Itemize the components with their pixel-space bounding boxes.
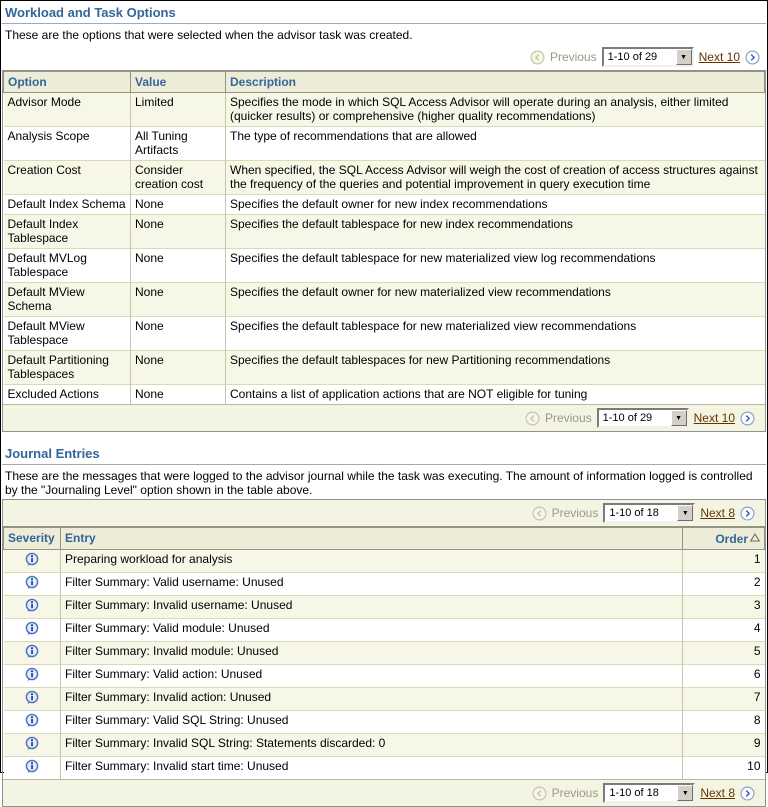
- table-row: [4, 665, 765, 688]
- column-header-order[interactable]: [683, 528, 765, 550]
- value-cell: None: [131, 385, 226, 405]
- section-description: These are the options that were selected when the advisor task was created.: [5, 28, 413, 42]
- table-row: [4, 93, 765, 127]
- pagination-bottom-journal: [7, 780, 761, 806]
- option-cell: Default MView Tablespace: [4, 317, 131, 351]
- column-header-option: Option: [4, 72, 131, 93]
- entry-cell: Filter Summary: Invalid SQL String: Statements discarded: 0: [61, 734, 683, 757]
- section-description: These are the messages that were logged to the advisor journal while the task was executing. The amount of information logged is controlled by the "Journaling Level" option shown in the table above.: [5, 469, 753, 497]
- value-cell: Limited: [131, 93, 226, 127]
- info-icon: [25, 552, 39, 567]
- order-cell: 2: [683, 573, 765, 596]
- severity-cell: [4, 642, 61, 665]
- info-icon: [25, 621, 39, 636]
- dropdown-arrow-icon: ▼: [677, 785, 693, 801]
- next-link[interactable]: Next 10: [698, 50, 740, 64]
- description-cell: Specifies the default tablespace for new index recommendations: [226, 215, 765, 249]
- record-range-select[interactable]: [603, 783, 695, 803]
- order-cell: 8: [683, 711, 765, 734]
- column-header-value: Value: [131, 72, 226, 93]
- entry-cell: Filter Summary: Valid module: Unused: [61, 619, 683, 642]
- header-row: [4, 72, 765, 93]
- next-link[interactable]: Next 8: [700, 786, 735, 800]
- previous-arrow-icon: [532, 786, 547, 801]
- option-cell: Default Partitioning Tablespaces: [4, 351, 131, 385]
- severity-cell: [4, 596, 61, 619]
- description-cell: Contains a list of application actions that are NOT eligible for tuning: [226, 385, 765, 405]
- previous-arrow-icon: [525, 411, 540, 426]
- option-cell: Advisor Mode: [4, 93, 131, 127]
- order-cell: 4: [683, 619, 765, 642]
- option-cell: Default MVLog Tablespace: [4, 249, 131, 283]
- previous-label: Previous: [544, 411, 592, 425]
- dropdown-arrow-icon: ▼: [671, 410, 687, 426]
- table-header-pagination-bar: [3, 500, 765, 527]
- info-icon: [25, 667, 39, 682]
- severity-cell: [4, 619, 61, 642]
- record-range-select[interactable]: [603, 503, 695, 523]
- description-cell: When specified, the SQL Access Advisor will weigh the cost of creation of access structures against the frequency of the queries and potential improvement in query execution time: [226, 161, 765, 195]
- options-table: [3, 71, 765, 404]
- previous-label: Previous: [551, 786, 599, 800]
- description-cell: Specifies the default owner for new materialized view recommendations: [226, 283, 765, 317]
- value-cell: All Tuning Artifacts: [131, 127, 226, 161]
- table-row: [4, 317, 765, 351]
- order-cell: 10: [683, 757, 765, 780]
- table-row: [4, 283, 765, 317]
- order-cell: 3: [683, 596, 765, 619]
- entry-cell: Filter Summary: Valid username: Unused: [61, 573, 683, 596]
- order-cell: 1: [683, 550, 765, 573]
- info-icon: [25, 713, 39, 728]
- table-row: [4, 573, 765, 596]
- header-row: [4, 528, 765, 550]
- description-cell: Specifies the default owner for new index recommendations: [226, 195, 765, 215]
- column-header-entry: Entry: [61, 528, 683, 550]
- next-link[interactable]: Next 10: [693, 411, 735, 425]
- value-cell: None: [131, 283, 226, 317]
- table-row: [4, 757, 765, 780]
- pagination-bottom-options: [7, 405, 761, 431]
- entry-cell: Filter Summary: Invalid username: Unused: [61, 596, 683, 619]
- table-row: [4, 161, 765, 195]
- table-row: [4, 596, 765, 619]
- description-cell: Specifies the default tablespace for new materialized view recommendations: [226, 317, 765, 351]
- record-range-value: 1-10 of 29: [602, 412, 653, 424]
- value-cell: None: [131, 249, 226, 283]
- info-icon: [25, 598, 39, 613]
- previous-arrow-icon: [532, 506, 547, 521]
- pagination-top-options: [2, 44, 766, 70]
- info-icon: [25, 644, 39, 659]
- options-table-container: [2, 70, 766, 432]
- severity-cell: [4, 550, 61, 573]
- next-link[interactable]: Next 8: [700, 506, 735, 520]
- option-cell: Creation Cost: [4, 161, 131, 195]
- entry-cell: Filter Summary: Valid SQL String: Unused: [61, 711, 683, 734]
- option-cell: Default MView Schema: [4, 283, 131, 317]
- section-title-workload-options: Workload and Task Options: [2, 3, 766, 24]
- table-row: [4, 734, 765, 757]
- table-row: [4, 550, 765, 573]
- record-range-select[interactable]: [602, 47, 694, 67]
- entry-cell: Filter Summary: Invalid start time: Unused: [61, 757, 683, 780]
- info-icon: [25, 759, 39, 774]
- order-cell: 6: [683, 665, 765, 688]
- table-row: [4, 195, 765, 215]
- severity-cell: [4, 757, 61, 780]
- option-cell: Excluded Actions: [4, 385, 131, 405]
- entry-cell: Filter Summary: Invalid action: Unused: [61, 688, 683, 711]
- table-row: [4, 688, 765, 711]
- record-range-value: 1-10 of 18: [609, 787, 659, 799]
- table-row: [4, 249, 765, 283]
- journal-table-container: [2, 499, 766, 807]
- value-cell: None: [131, 317, 226, 351]
- next-arrow-icon[interactable]: [740, 411, 755, 426]
- table-footer-pagination-bar: [3, 779, 765, 806]
- previous-label: Previous: [551, 506, 599, 520]
- table-footer-pagination-bar: [3, 404, 765, 431]
- entry-cell: Preparing workload for analysis: [61, 550, 683, 573]
- record-range-value: 1-10 of 18: [609, 507, 659, 519]
- severity-cell: [4, 734, 61, 757]
- info-icon: [25, 736, 39, 751]
- pagination-top-journal: [7, 500, 761, 526]
- description-cell: Specifies the mode in which SQL Access Advisor will operate during an analysis, either limited (quicker results) or comprehensive (higher quality recommendations): [226, 93, 765, 127]
- sort-ascending-icon: [750, 531, 760, 545]
- table-row: [4, 711, 765, 734]
- next-arrow-icon[interactable]: [740, 506, 755, 521]
- record-range-value: 1-10 of 29: [607, 51, 658, 63]
- value-cell: None: [131, 351, 226, 385]
- info-icon: [25, 690, 39, 705]
- severity-cell: [4, 573, 61, 596]
- description-cell: Specifies the default tablespaces for new Partitioning recommendations: [226, 351, 765, 385]
- info-icon: [25, 575, 39, 590]
- table-row: [4, 127, 765, 161]
- severity-cell: [4, 665, 61, 688]
- dropdown-arrow-icon: ▼: [676, 49, 692, 65]
- entry-cell: Filter Summary: Invalid module: Unused: [61, 642, 683, 665]
- description-cell: Specifies the default tablespace for new materialized view log recommendations: [226, 249, 765, 283]
- column-header-label: Order: [715, 532, 748, 546]
- description-cell: The type of recommendations that are allowed: [226, 127, 765, 161]
- order-cell: 7: [683, 688, 765, 711]
- severity-cell: [4, 688, 61, 711]
- previous-arrow-icon: [530, 50, 545, 65]
- dropdown-arrow-icon: ▼: [677, 505, 693, 521]
- option-cell: Analysis Scope: [4, 127, 131, 161]
- table-row: [4, 351, 765, 385]
- previous-label: Previous: [549, 50, 597, 64]
- section-title-journal-entries: Journal Entries: [2, 444, 766, 465]
- table-row: [4, 385, 765, 405]
- next-arrow-icon[interactable]: [740, 786, 755, 801]
- table-row: [4, 619, 765, 642]
- column-header-severity: Severity: [4, 528, 61, 550]
- severity-cell: [4, 711, 61, 734]
- entry-cell: Filter Summary: Valid action: Unused: [61, 665, 683, 688]
- table-row: [4, 642, 765, 665]
- next-arrow-icon[interactable]: [745, 50, 760, 65]
- option-cell: Default Index Schema: [4, 195, 131, 215]
- order-cell: 9: [683, 734, 765, 757]
- option-cell: Default Index Tablespace: [4, 215, 131, 249]
- order-cell: 5: [683, 642, 765, 665]
- value-cell: None: [131, 215, 226, 249]
- table-row: [4, 215, 765, 249]
- value-cell: Consider creation cost: [131, 161, 226, 195]
- record-range-select[interactable]: [597, 408, 689, 428]
- value-cell: None: [131, 195, 226, 215]
- journal-entries-table: [3, 527, 765, 779]
- column-header-description: Description: [226, 72, 765, 93]
